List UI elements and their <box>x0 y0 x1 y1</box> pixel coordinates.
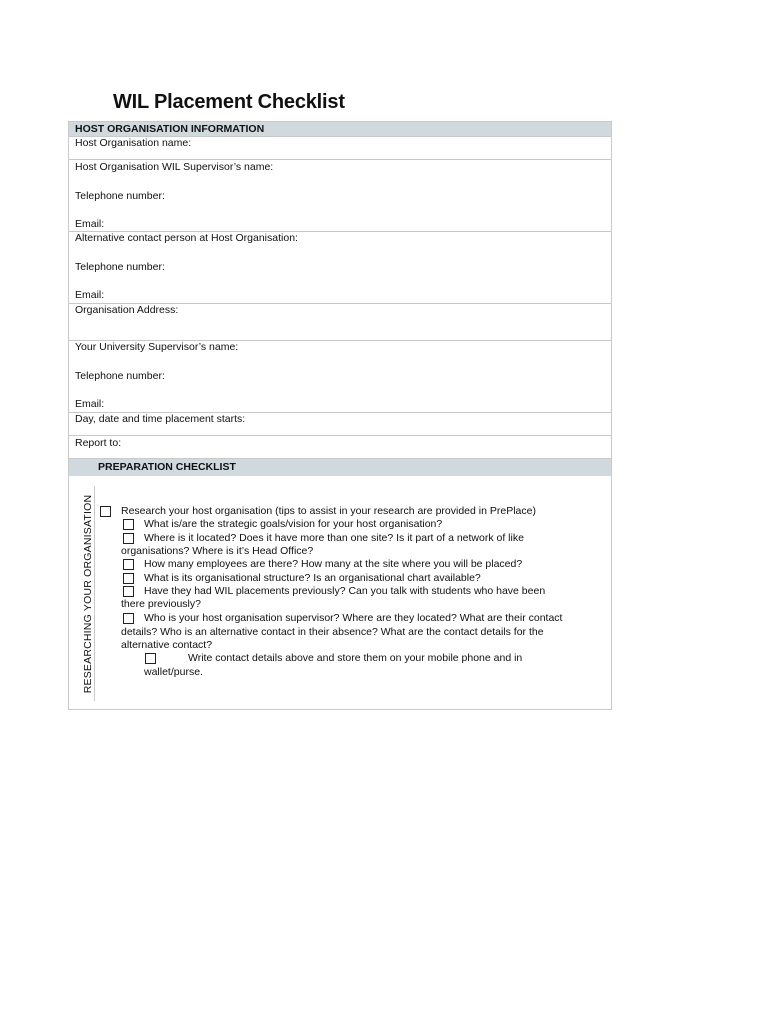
checkbox-contact-details[interactable] <box>145 653 156 664</box>
prep-section-heading: PREPARATION CHECKLIST <box>69 458 611 476</box>
org-name-label: Host Organisation name: <box>75 137 192 149</box>
supervisor-email-label: Email: <box>75 218 105 230</box>
prep-section-body <box>69 476 611 709</box>
contact-details-item-label: Write contact details above and store them on your mobile phone and in <box>188 652 523 664</box>
report-to-label: Report to: <box>75 437 122 449</box>
start-row[interactable] <box>69 412 611 435</box>
alt-phone-label: Telephone number: <box>75 261 165 273</box>
uni-supervisor-label: Your University Supervisor’s name: <box>75 341 239 353</box>
org-name-row[interactable] <box>69 136 611 159</box>
location-item-label-cont: organisations? Where is it’s Head Office? <box>121 545 314 557</box>
supervisor-item-label-cont2: alternative contact? <box>121 639 213 651</box>
uni-phone-label: Telephone number: <box>75 370 165 382</box>
uni-supervisor-block[interactable] <box>69 340 611 412</box>
supervisor-item-label: Who is your host organisation supervisor? Where are they located? What are their contact <box>144 612 563 624</box>
checkbox-structure[interactable] <box>123 573 134 584</box>
supervisor-block[interactable] <box>69 159 611 231</box>
side-category-label <box>82 486 95 701</box>
report-to-row[interactable] <box>69 435 611 458</box>
start-label: Day, date and time placement starts: <box>75 413 246 425</box>
checkbox-research[interactable] <box>100 506 111 517</box>
address-block[interactable] <box>69 303 611 340</box>
checkbox-employees[interactable] <box>123 559 134 570</box>
page-title: WIL Placement Checklist <box>113 91 345 113</box>
supervisor-item-label-cont1: details? Who is an alternative contact in their absence? What are the contact details for the <box>121 626 544 638</box>
checkbox-location[interactable] <box>123 533 134 544</box>
alt-contact-block[interactable] <box>69 231 611 303</box>
supervisor-phone-label: Telephone number: <box>75 190 165 202</box>
alt-email-label: Email: <box>75 289 105 301</box>
location-item-label: Where is it located? Does it have more than one site? Is it part of a network of like <box>144 532 524 544</box>
uni-email-label: Email: <box>75 398 105 410</box>
contact-details-item-label-cont: wallet/purse. <box>144 666 203 678</box>
placements-item-label: Have they had WIL placements previously? Can you talk with students who have been <box>144 585 546 597</box>
employees-item-label: How many employees are there? How many at the site where you will be placed? <box>144 558 523 570</box>
checkbox-supervisor[interactable] <box>123 613 134 624</box>
research-item-label: Research your host organisation (tips to assist in your research are provided in PrePlace) <box>121 505 536 517</box>
alt-contact-label: Alternative contact person at Host Organisation: <box>75 232 298 244</box>
address-label: Organisation Address: <box>75 304 179 316</box>
checkbox-placements[interactable] <box>123 586 134 597</box>
supervisor-name-label: Host Organisation WIL Supervisor’s name: <box>75 161 274 173</box>
checklist-form <box>68 121 612 710</box>
side-category-text: RESEARCHING YOUR ORGANISATION <box>82 494 94 693</box>
host-section-heading: HOST ORGANISATION INFORMATION <box>69 121 611 136</box>
structure-item-label: What is its organisational structure? Is an organisational chart available? <box>144 572 481 584</box>
checkbox-goals[interactable] <box>123 519 134 530</box>
placements-item-label-cont: there previously? <box>121 598 201 610</box>
goals-item-label: What is/are the strategic goals/vision for your host organisation? <box>144 518 443 530</box>
